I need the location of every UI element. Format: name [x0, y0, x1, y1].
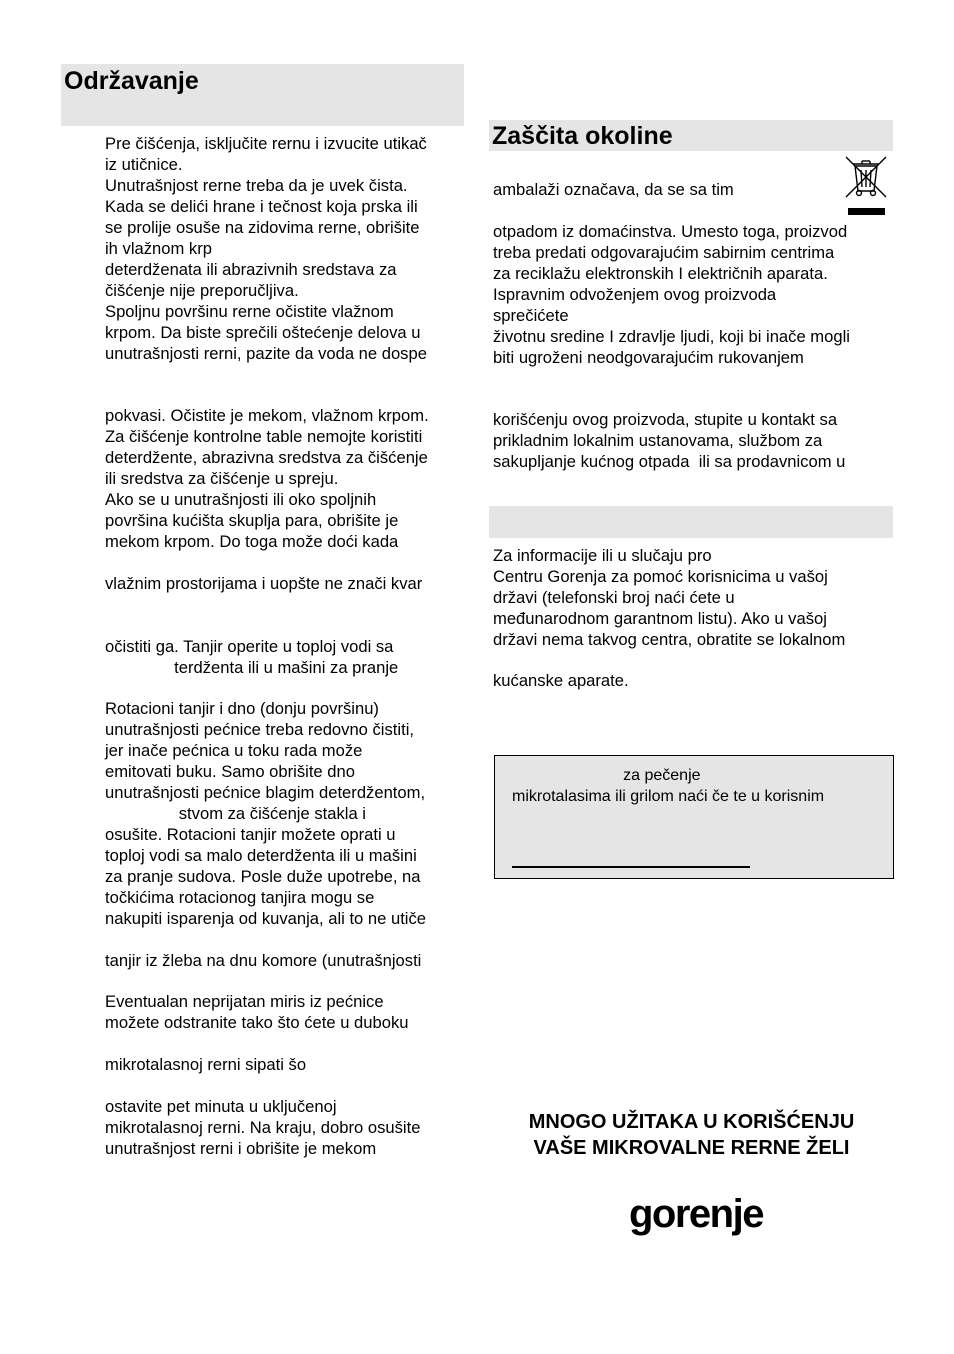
environment-paragraph: otpadom iz domaćinstva. Umesto toga, proizvod treba predati odgovarajućim sabirnim centrima za reciklažu elektronskih I električnih aparata. Ispravnim odvoženjem ovog proizvoda sprečićete životnu sredine I zdravlje ljudi, koji bi inače mogli biti ugroženi neodgovarajućim rukovanjem — [493, 222, 850, 367]
environment-heading: Zaščita okoline — [492, 122, 673, 150]
maintenance-paragraph: pokvasi. Očistite je mekom, vlažnom krpom. Za čišćenje kontrolne table nemojte koristiti deterdžente, abrazivna sredstva za čišćenje ili sredstva za čišćenje u spreju. Ako se u unutrašnjosti ili oko spoljnih površina kućišta skuplja para, obrišite je mekom krpom. Do toga može doći kada — [105, 406, 429, 551]
environment-paragraph: korišćenju ovog proizvoda, stupite u kontakt sa prikladnim lokalnim ustanovama, službom za sakupljanje kućnog otpada ili sa prodavnicom u — [493, 410, 846, 471]
maintenance-paragraph: očistiti ga. Tanjir operite u toploj vodi sa terdženta ili u mašini za pranje — [105, 637, 399, 677]
closing-message: MNOGO UŽITAKA U KORIŠĆENJU VAŠE MIKROVALNE RERNE ŽELI — [528, 1111, 855, 1159]
recipes-note-text: za pečenje mikrotalasima ili grilom naći če te u korisnim — [512, 767, 825, 805]
maintenance-paragraph: tanjir iz žleba na dnu komore (unutrašnjosti — [105, 951, 422, 970]
recipes-note-underline — [512, 866, 750, 868]
maintenance-paragraph: Pre čišćenja, isključite rernu i izvucite utikač iz utičnice. Unutrašnjost rerne treba da je uvek čista. Kada se delići hrane i tečnost koja prska ili se prolije osuše na zidovima rerne, obrišite ih vlažnom krp deterdženata ili abrazivnih sredstava za čišćenje nije preporučljiva. Spoljnu površinu rerne očistite vlažnom krpom. Da biste sprečili oštećenje delova u unutrašnjosti rerni, pazite da voda ne dospe — [105, 134, 427, 363]
service-heading-bar — [489, 506, 893, 538]
maintenance-paragraph: ostavite pet minuta u uključenoj mikrotalasnoj rerni. Na kraju, dobro osušite unutrašnjost rerni i obrišite je mekom — [105, 1097, 421, 1158]
environment-paragraph: ambalaži označava, da se sa tim — [493, 180, 734, 199]
maintenance-paragraph: vlažnim prostorijama i uopšte ne znači kvar — [105, 574, 423, 593]
maintenance-paragraph: Rotacioni tanjir i dno (donju površinu) unutrašnjosti pećnice treba redovno čistiti, jer inače pećnica u toku rada može emitovati buku. Samo obrišite dno unutrašnjosti pećnice blagim deterdžentom, stvom za čišćenje stakla i osušite. Rotacioni tanjir možete oprati u toploj vodi sa malo deterdženta ili u mašini za pranje sudova. Posle duže upotrebe, na točkićima rotacionog tanjira mogu se nakupiti isparenja od kuvanja, ali to ne utiče — [105, 699, 427, 928]
maintenance-heading: Održavanje — [64, 67, 199, 95]
gorenje-logo: gorenje — [629, 1192, 763, 1236]
service-paragraph: Za informacije ili u slučaju pro Centru Gorenja za pomoć korisnicima u vašoj državi (telefonski broj naći ćete u međunarodnom garantnom listu). Ako u vašoj državi nema takvog centra, obratite se lokalnom — [493, 546, 846, 649]
maintenance-paragraph: mikrotalasnoj rerni sipati šo — [105, 1055, 307, 1074]
service-paragraph: kućanske aparate. — [493, 671, 629, 690]
crossed-out-wheelie-bin-icon — [844, 155, 888, 217]
maintenance-paragraph: Eventualan neprijatan miris iz pećnice možete odstranite tako što ćete u duboku — [105, 992, 409, 1032]
